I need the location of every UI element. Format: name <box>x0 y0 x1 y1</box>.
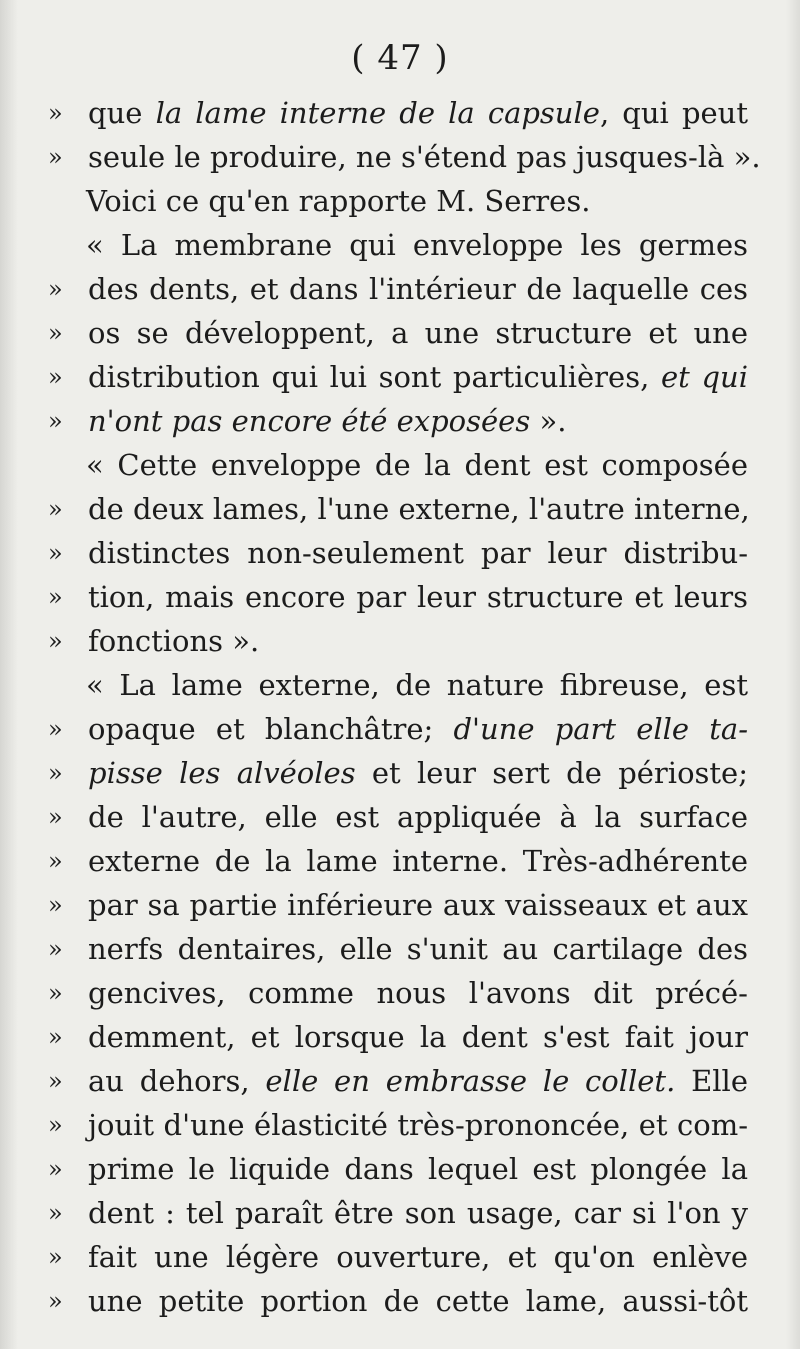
line-text <box>88 267 748 311</box>
text-segment: os se développent, a une structure et une <box>88 316 748 350</box>
italic-segment: n'ont pas encore été exposées <box>88 404 531 438</box>
text-line <box>48 1103 748 1147</box>
text-line <box>48 1059 748 1103</box>
guillemet-marker: » <box>48 363 63 391</box>
line-text <box>88 531 748 575</box>
italic-segment: elle en embrasse le collet. <box>265 1064 676 1098</box>
text-segment: fonctions ». <box>88 624 260 658</box>
text-segment: prime le liquide dans lequel est plongée la <box>88 1152 748 1186</box>
text-segment: Voici ce qu'en rapporte M. Serres. <box>86 184 591 218</box>
line-text <box>86 663 748 707</box>
line-text <box>88 487 748 531</box>
page-number: ( 47 ) <box>351 38 449 78</box>
guillemet-marker: » <box>48 627 63 655</box>
line-text <box>88 1279 748 1323</box>
line-text <box>88 839 748 883</box>
text-segment: externe de la lame interne. Très-adhérente <box>88 844 748 878</box>
text-segment: « La membrane qui enveloppe les germes <box>86 228 748 262</box>
text-segment: demment, et lorsque la dent s'est fait jour <box>88 1020 748 1054</box>
text-segment: de deux lames, l'une externe, l'autre interne, <box>88 492 750 526</box>
text-line <box>48 795 748 839</box>
text-line <box>48 487 748 531</box>
text-line <box>48 135 761 179</box>
italic-segment: d'une part elle ta- <box>453 712 748 746</box>
italic-segment: et qui <box>660 360 748 394</box>
text-segment: tion, mais encore par leur structure et leurs <box>88 580 748 614</box>
text-line <box>48 443 748 487</box>
line-text <box>88 883 748 927</box>
text-segment: jouit d'une élasticité très-prononcée, et com- <box>88 1108 748 1142</box>
line-text <box>88 1147 748 1191</box>
text-segment: Elle <box>675 1064 748 1098</box>
text-segment: opaque et blanchâtre; <box>88 712 454 746</box>
text-line <box>48 1147 748 1191</box>
text-segment: une petite portion de cette lame, aussi-tôt <box>88 1284 748 1318</box>
text-segment: « Cette enveloppe de la dent est composée <box>86 448 748 482</box>
text-segment: seule le produire, ne s'étend pas jusques-là ». <box>88 140 761 174</box>
guillemet-marker: » <box>48 1111 63 1139</box>
guillemet-marker: » <box>48 99 63 127</box>
text-line <box>48 267 748 311</box>
line-text <box>88 751 748 795</box>
line-text <box>88 707 748 751</box>
line-text <box>88 1059 748 1103</box>
text-segment: que <box>88 96 156 130</box>
text-segment: fait une légère ouverture, et qu'on enlève <box>88 1240 748 1274</box>
guillemet-marker: » <box>48 1243 63 1271</box>
line-text <box>88 619 748 663</box>
text-segment: de l'autre, elle est appliquée à la surface <box>88 800 748 834</box>
text-line <box>48 1191 748 1235</box>
text-line <box>48 91 748 135</box>
guillemet-marker: » <box>48 1023 63 1051</box>
italic-segment: la lame interne de la capsule <box>155 96 600 130</box>
line-text <box>88 311 748 355</box>
line-text <box>86 179 656 223</box>
text-line <box>48 531 748 575</box>
text-line <box>48 1279 748 1323</box>
page-edge-shadow-left <box>0 0 18 1349</box>
guillemet-marker: » <box>48 407 63 435</box>
guillemet-marker: » <box>48 143 63 171</box>
text-line <box>48 311 748 355</box>
text-segment: gencives, comme nous l'avons dit précé- <box>88 976 748 1010</box>
text-line <box>48 839 748 883</box>
text-line <box>48 399 748 443</box>
line-text <box>88 1235 748 1279</box>
text-segment: des dents, et dans l'intérieur de laquelle ces <box>88 272 748 306</box>
line-text <box>88 355 748 399</box>
guillemet-marker: » <box>48 1155 63 1183</box>
guillemet-marker: » <box>48 1199 63 1227</box>
line-text <box>88 399 748 443</box>
line-text <box>88 971 748 1015</box>
text-line <box>48 707 748 751</box>
guillemet-marker: » <box>48 935 63 963</box>
guillemet-marker: » <box>48 891 63 919</box>
guillemet-marker: » <box>48 803 63 831</box>
guillemet-marker: » <box>48 979 63 1007</box>
text-segment: distinctes non-seulement par leur distribu- <box>88 536 748 570</box>
guillemet-marker: » <box>48 583 63 611</box>
text-line <box>48 663 748 707</box>
guillemet-marker: » <box>48 715 63 743</box>
text-line <box>48 355 748 399</box>
text-segment: « La lame externe, de nature fibreuse, est <box>86 668 748 702</box>
text-line <box>48 883 748 927</box>
text-line <box>48 619 748 663</box>
guillemet-marker: » <box>48 1067 63 1095</box>
text-line <box>48 1015 748 1059</box>
body-text <box>48 91 761 1323</box>
text-line <box>48 971 748 1015</box>
text-segment: ». <box>530 404 567 438</box>
line-text <box>88 575 748 619</box>
text-segment: distribution qui lui sont particulières, <box>88 360 661 394</box>
text-line <box>48 223 748 267</box>
guillemet-marker: » <box>48 1287 63 1315</box>
line-text <box>86 223 748 267</box>
guillemet-marker: » <box>48 759 63 787</box>
text-segment: et leur sert de périoste; <box>355 756 748 790</box>
text-segment: , qui peut <box>599 96 749 130</box>
guillemet-marker: » <box>48 495 63 523</box>
text-line <box>48 575 748 619</box>
line-text <box>86 443 748 487</box>
guillemet-marker: » <box>48 539 63 567</box>
page-edge-shadow-right <box>786 0 800 1349</box>
guillemet-marker: » <box>48 847 63 875</box>
line-text <box>88 91 748 135</box>
text-line <box>48 179 748 223</box>
line-text <box>88 1015 748 1059</box>
text-line <box>48 1235 748 1279</box>
line-text <box>88 135 761 179</box>
line-text <box>88 927 748 971</box>
text-segment: nerfs dentaires, elle s'unit au cartilage des <box>88 932 748 966</box>
text-segment: par sa partie inférieure aux vaisseaux et aux <box>88 888 748 922</box>
text-segment: dent : tel paraît être son usage, car si l'on y <box>88 1196 748 1230</box>
line-text <box>88 1191 748 1235</box>
italic-segment: pisse les alvéoles <box>88 756 356 790</box>
line-text <box>88 1103 748 1147</box>
text-line <box>48 751 748 795</box>
guillemet-marker: » <box>48 275 63 303</box>
text-segment: au dehors, <box>88 1064 266 1098</box>
guillemet-marker: » <box>48 319 63 347</box>
line-text <box>88 795 748 839</box>
text-line <box>48 927 748 971</box>
